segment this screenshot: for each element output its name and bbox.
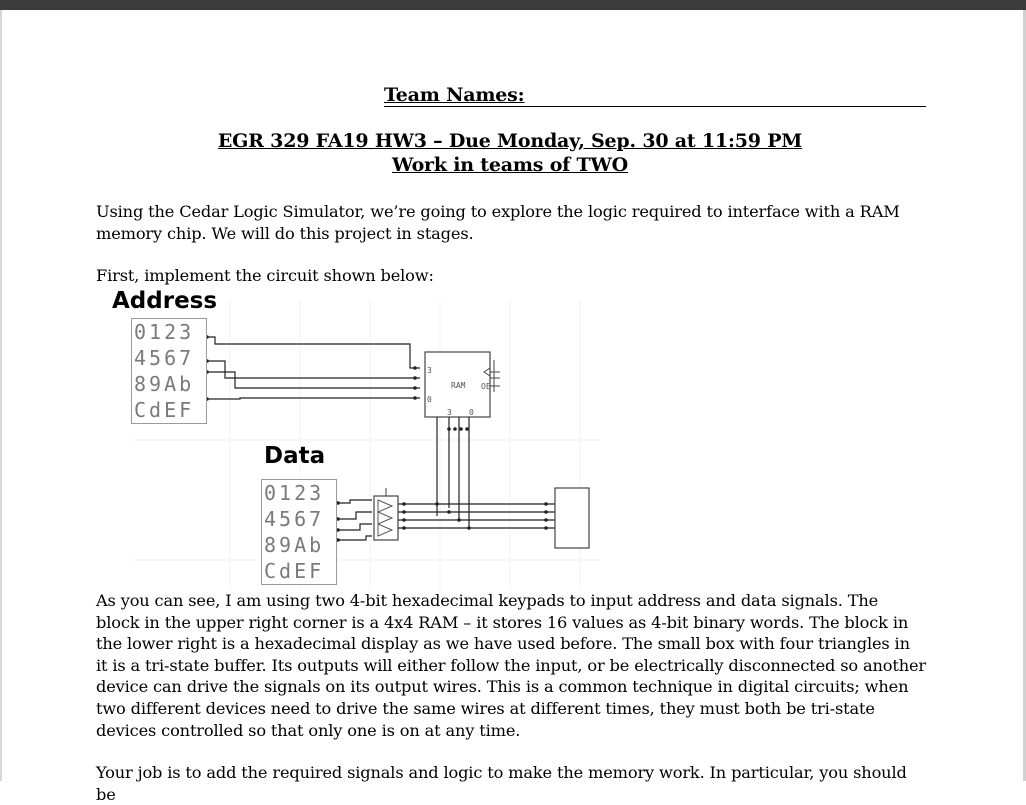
team-size-note: Work in teams of TWO	[392, 154, 628, 176]
keypad-row: 0123	[264, 481, 325, 505]
ram-addr-pin-bottom: 0	[427, 395, 432, 404]
explanation-paragraph: As you can see, I am using two 4-bit hexadecimal keypads to input address and data signals. The block in the upper right corner is a 4x4 RAM – it stores 16 values as 4-bit binary words. The block in the lower right is a hexadecimal display as we have used before. The small box with four triangles in it is a tri-state buffer. Its outputs will either follow the input, or be electrically disconnected so another device can drive the signals on its output wires. This is a common technique in digital circuits; when two different devices need to drive the same wires at different times, they must both be tri-state devices controlled so that only one is on at any time.	[96, 591, 926, 740]
data-bus	[398, 504, 555, 528]
team-names-label: Team Names:	[384, 84, 525, 106]
data-keypad[interactable]	[261, 479, 337, 585]
keypad-row: CdEF	[134, 398, 195, 422]
ram-data-lines	[437, 417, 469, 528]
keypad-row: 89Ab	[134, 372, 195, 396]
ram-oe-label: OE	[481, 382, 491, 391]
keypad-row: 89Ab	[264, 533, 325, 557]
ram-addr-pin-top: 3	[427, 366, 432, 375]
data-label: Data	[264, 443, 326, 469]
address-label: Address	[112, 288, 218, 314]
ram-data-pin-right: 0	[469, 408, 474, 417]
intro-paragraph: Using the Cedar Logic Simulator, we’re going to explore the logic required to interface with a RAM memory chip. We will do this project in stages.	[96, 202, 900, 243]
keypad-row: 0123	[134, 320, 195, 344]
first-step-paragraph: First, implement the circuit shown below:	[96, 266, 434, 285]
ram-name: RAM	[451, 381, 466, 390]
address-bus	[203, 337, 420, 399]
assignment-title: EGR 329 FA19 HW3 – Due Monday, Sep. 30 at 11:59 PM	[217, 130, 803, 152]
keypad-row: 4567	[264, 507, 325, 531]
ram-data-pin-left: 3	[447, 408, 452, 417]
task-paragraph: Your job is to add the required signals and logic to make the memory work. In particular, you should be	[96, 763, 907, 804]
address-bus-junctions	[205, 335, 417, 401]
keypad-row: 4567	[134, 346, 195, 370]
ram-data-junctions	[447, 427, 469, 431]
keypad-row: CdEF	[264, 559, 325, 583]
data-bus-junctions	[402, 502, 548, 530]
hex-display	[555, 488, 589, 548]
data-input-wires	[334, 500, 372, 540]
address-keypad[interactable]	[131, 318, 207, 424]
